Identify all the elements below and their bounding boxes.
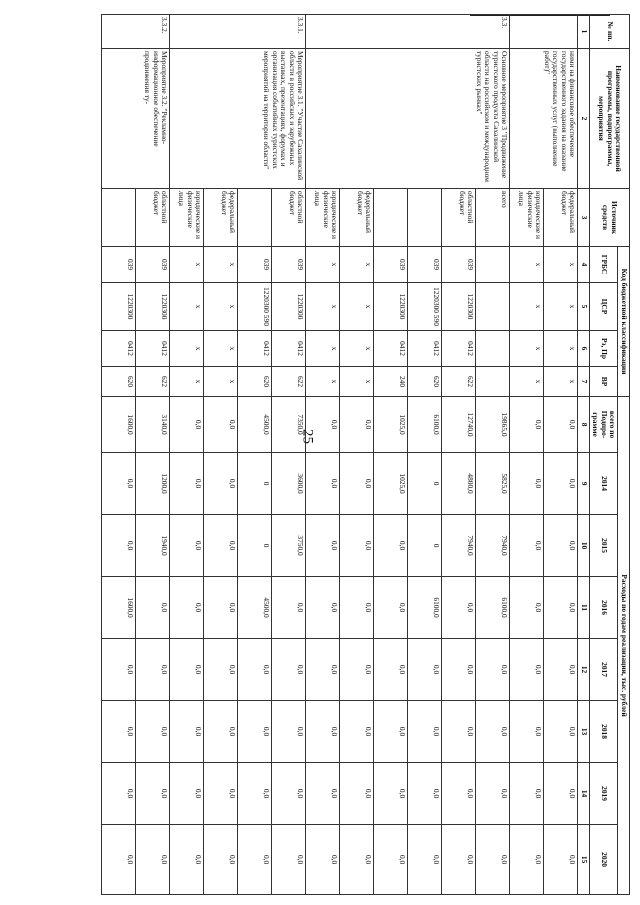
csr-cell: 1220300 590 — [238, 283, 272, 331]
vr-cell: х — [510, 367, 544, 397]
header-name: Наименование государственной программы, подпрограммы, мероприятия — [589, 49, 629, 189]
col-index: 13 — [578, 701, 590, 763]
year-cell: 0,0 — [306, 577, 340, 639]
year-cell: 0 — [238, 515, 272, 577]
csr-cell: 1220300 — [102, 283, 136, 331]
vr-cell: 622 — [272, 367, 306, 397]
total-cell: 12740,0 — [442, 397, 476, 453]
year-cell: 0,0 — [306, 515, 340, 577]
year-cell: 0,0 — [510, 701, 544, 763]
csr-cell: х — [170, 283, 204, 331]
total-cell: 0,0 — [544, 397, 578, 453]
source-cell: областной бюджет — [136, 189, 170, 247]
csr-cell: х — [204, 283, 238, 331]
grbs-cell: 039 — [238, 247, 272, 283]
year-cell: 0,0 — [340, 825, 374, 895]
source-cell: областной бюджет — [272, 189, 306, 247]
source-cell — [374, 189, 408, 247]
year-cell: 0,0 — [102, 453, 136, 515]
header-spend-group: Расходы по годам реализации, тыс. рублей — [618, 397, 630, 895]
row-name: Мероприятие 3.2. "Рекламно-информационное обеспечение продвижения ту- — [102, 49, 170, 189]
year-cell: 0,0 — [204, 639, 238, 701]
csr-cell: х — [340, 283, 374, 331]
vr-cell: 622 — [136, 367, 170, 397]
header-rz-pr: Рз, Пр — [589, 331, 618, 367]
total-cell: 0,0 — [204, 397, 238, 453]
year-cell: 0,0 — [170, 763, 204, 825]
source-cell — [102, 189, 136, 247]
year-cell: 0,0 — [102, 701, 136, 763]
column-index-row — [578, 15, 590, 895]
year-cell: 0,0 — [204, 763, 238, 825]
header-grbs: ГРБС — [589, 247, 618, 283]
vr-cell: х — [170, 367, 204, 397]
year-cell: 0,0 — [170, 701, 204, 763]
year-cell: 0,0 — [476, 639, 510, 701]
grbs-cell: х — [204, 247, 238, 283]
year-cell: 3750,0 — [272, 515, 306, 577]
year-cell: 1600,0 — [102, 577, 136, 639]
year-cell: 0,0 — [476, 701, 510, 763]
year-cell: 0,0 — [306, 639, 340, 701]
source-cell: федеральный бюджет — [544, 189, 578, 247]
table-row — [544, 15, 578, 895]
total-cell: 6100,0 — [408, 397, 442, 453]
header-vr: ВР — [589, 367, 618, 397]
grbs-cell: х — [306, 247, 340, 283]
col-index: 2 — [578, 49, 590, 189]
year-cell: 4800,0 — [442, 453, 476, 515]
source-cell: федеральный бюджет — [204, 189, 238, 247]
csr-cell: 1220300 590 — [408, 283, 442, 331]
row-number: 3.3. — [306, 15, 510, 49]
total-cell: 3140,0 — [136, 397, 170, 453]
col-index: 1 — [578, 15, 590, 49]
year-cell: 1025,0 — [374, 453, 408, 515]
year-cell: 0,0 — [204, 515, 238, 577]
header-year-2016: 2016 — [589, 577, 618, 639]
grbs-cell: 039 — [374, 247, 408, 283]
year-cell: 0,0 — [442, 825, 476, 895]
year-cell: 0,0 — [136, 825, 170, 895]
year-cell: 0,0 — [272, 577, 306, 639]
table-body — [102, 15, 590, 895]
rz-pr-cell: 0412 — [272, 331, 306, 367]
csr-cell: 1220300 — [272, 283, 306, 331]
total-cell: 0,0 — [306, 397, 340, 453]
year-cell: 0,0 — [340, 701, 374, 763]
header-year-2020: 2020 — [589, 825, 618, 895]
year-cell: 0,0 — [204, 701, 238, 763]
grbs-cell: 039 — [442, 247, 476, 283]
vr-cell: х — [306, 367, 340, 397]
header-source: Источник средств — [589, 189, 629, 247]
year-cell: 7940,0 — [476, 515, 510, 577]
year-cell: 0,0 — [544, 639, 578, 701]
year-cell: 0,0 — [340, 639, 374, 701]
rz-pr-cell: х — [340, 331, 374, 367]
year-cell: 0,0 — [272, 763, 306, 825]
header-total: всего по Подпро-грамме — [589, 397, 618, 453]
total-cell: 4500,0 — [238, 397, 272, 453]
csr-cell: 1220300 — [136, 283, 170, 331]
year-cell: 0,0 — [170, 639, 204, 701]
grbs-cell: 039 — [136, 247, 170, 283]
col-index: 15 — [578, 825, 590, 895]
source-cell — [238, 189, 272, 247]
year-cell: 0 — [408, 453, 442, 515]
csr-cell — [476, 283, 510, 331]
year-cell: 7940,0 — [442, 515, 476, 577]
year-cell: 6100,0 — [408, 577, 442, 639]
year-cell: 0,0 — [510, 453, 544, 515]
year-cell: 0,0 — [544, 825, 578, 895]
table-row — [476, 15, 510, 895]
year-cell: 0,0 — [102, 763, 136, 825]
year-cell: 1200,0 — [136, 453, 170, 515]
year-cell: 0,0 — [340, 515, 374, 577]
csr-cell: х — [510, 283, 544, 331]
year-cell: 0,0 — [408, 639, 442, 701]
row-number: 3.3.2. — [102, 15, 170, 49]
header-year-2015: 2015 — [589, 515, 618, 577]
year-cell: 0,0 — [442, 577, 476, 639]
col-index: 7 — [578, 367, 590, 397]
col-index: 12 — [578, 639, 590, 701]
vr-cell: х — [204, 367, 238, 397]
grbs-cell: х — [544, 247, 578, 283]
year-cell: 0,0 — [544, 701, 578, 763]
rz-pr-cell: 0412 — [374, 331, 408, 367]
year-cell: 0 — [408, 515, 442, 577]
total-cell: 0,0 — [340, 397, 374, 453]
year-cell: 0,0 — [408, 825, 442, 895]
year-cell: 0,0 — [238, 701, 272, 763]
rz-pr-cell: х — [170, 331, 204, 367]
source-cell — [408, 189, 442, 247]
total-cell: 0,0 — [510, 397, 544, 453]
year-cell: 0,0 — [544, 763, 578, 825]
rz-pr-cell: х — [510, 331, 544, 367]
col-index: 4 — [578, 247, 590, 283]
header-year-2017: 2017 — [589, 639, 618, 701]
year-cell: 0,0 — [340, 577, 374, 639]
table-row — [136, 15, 170, 895]
budget-table-frame — [120, 14, 630, 894]
year-cell: 0,0 — [374, 577, 408, 639]
total-cell: 0,0 — [170, 397, 204, 453]
csr-cell: х — [306, 283, 340, 331]
col-index: 14 — [578, 763, 590, 825]
rz-pr-cell — [476, 331, 510, 367]
table-header — [589, 15, 629, 895]
year-cell: 3600,0 — [272, 453, 306, 515]
col-index: 3 — [578, 189, 590, 247]
year-cell: 0,0 — [442, 639, 476, 701]
year-cell: 0,0 — [204, 825, 238, 895]
vr-cell: 620 — [102, 367, 136, 397]
rz-pr-cell: х — [204, 331, 238, 367]
year-cell: 0,0 — [204, 577, 238, 639]
rz-pr-cell: 0412 — [238, 331, 272, 367]
col-index: 10 — [578, 515, 590, 577]
budget-table — [101, 14, 630, 895]
header-csr: ЦСР — [589, 283, 618, 331]
year-cell: 0,0 — [238, 825, 272, 895]
csr-cell: 1220300 — [442, 283, 476, 331]
year-cell: 0,0 — [510, 639, 544, 701]
year-cell: 0,0 — [272, 701, 306, 763]
year-cell: 0,0 — [102, 825, 136, 895]
year-cell: 0,0 — [170, 825, 204, 895]
year-cell: 0,0 — [476, 825, 510, 895]
year-cell: 0,0 — [544, 453, 578, 515]
year-cell: 0,0 — [136, 577, 170, 639]
col-index: 9 — [578, 453, 590, 515]
csr-cell: 1220300 — [374, 283, 408, 331]
year-cell: 0,0 — [204, 453, 238, 515]
rz-pr-cell: 0412 — [136, 331, 170, 367]
total-cell: 19865,0 — [476, 397, 510, 453]
grbs-cell: х — [170, 247, 204, 283]
col-index: 8 — [578, 397, 590, 453]
grbs-cell: 039 — [408, 247, 442, 283]
year-cell: 0,0 — [544, 577, 578, 639]
year-cell: 0,0 — [476, 763, 510, 825]
year-cell: 0 — [238, 453, 272, 515]
year-cell: 0,0 — [306, 453, 340, 515]
col-index: 5 — [578, 283, 590, 331]
header-year-2014: 2014 — [589, 453, 618, 515]
rz-pr-cell: 0412 — [102, 331, 136, 367]
row-name: Основное мероприятие 3 "Продвижение туристского продукта Сахалинской области на российском и международном туристских рынках" — [306, 49, 510, 189]
year-cell: 0,0 — [136, 763, 170, 825]
vr-cell: 240 — [374, 367, 408, 397]
vr-cell: 620 — [238, 367, 272, 397]
rz-pr-cell: 0412 — [442, 331, 476, 367]
grbs-cell: х — [340, 247, 374, 283]
year-cell: 0,0 — [272, 825, 306, 895]
header-year-2019: 2019 — [589, 763, 618, 825]
year-cell: 0,0 — [340, 763, 374, 825]
grbs-cell: 039 — [102, 247, 136, 283]
year-cell: 0,0 — [408, 763, 442, 825]
year-cell: 0,0 — [306, 763, 340, 825]
csr-cell: х — [544, 283, 578, 331]
source-cell: юридические и физические лица — [306, 189, 340, 247]
vr-cell: х — [544, 367, 578, 397]
year-cell: 0,0 — [170, 453, 204, 515]
year-cell: 0,0 — [510, 763, 544, 825]
year-cell: 0,0 — [374, 763, 408, 825]
year-cell: 0,0 — [442, 701, 476, 763]
source-cell: юридические и физические лица — [170, 189, 204, 247]
total-cell: 1025,0 — [374, 397, 408, 453]
year-cell: 6100,0 — [476, 577, 510, 639]
year-cell: 0,0 — [544, 515, 578, 577]
page-number: 25 — [299, 429, 316, 444]
vr-cell: 620 — [408, 367, 442, 397]
year-cell: 0,0 — [170, 515, 204, 577]
year-cell: 0,0 — [408, 701, 442, 763]
year-cell: 0,0 — [238, 639, 272, 701]
year-cell: 0,0 — [306, 701, 340, 763]
table-row — [272, 15, 306, 895]
year-cell: 0,0 — [102, 515, 136, 577]
year-cell: 0,0 — [170, 577, 204, 639]
row-number — [510, 15, 578, 49]
vr-cell: 622 — [442, 367, 476, 397]
year-cell: 0,0 — [510, 515, 544, 577]
row-name: Мероприятие 3.1. "Участие Сахалинской области в российских и зарубежных выставках, презентациях, форумах и организация событийных туристских мероприятий на территории области" — [170, 49, 306, 189]
year-cell: 0,0 — [306, 825, 340, 895]
year-cell: 0,0 — [136, 639, 170, 701]
source-cell: юридические и физические лица — [510, 189, 544, 247]
source-cell: всего — [476, 189, 510, 247]
year-cell: 0,0 — [442, 763, 476, 825]
rz-pr-cell: х — [544, 331, 578, 367]
year-cell: 4500,0 — [238, 577, 272, 639]
year-cell: 0,0 — [510, 825, 544, 895]
vr-cell: х — [340, 367, 374, 397]
vr-cell — [476, 367, 510, 397]
col-index: 11 — [578, 577, 590, 639]
row-name: ними на финансовое обеспечение государственного задания на оказание государственных услуг (выполнение работ)" — [510, 49, 578, 189]
year-cell: 0,0 — [374, 639, 408, 701]
grbs-cell: 039 — [272, 247, 306, 283]
year-cell: 1940,0 — [136, 515, 170, 577]
header-year-2018: 2018 — [589, 701, 618, 763]
year-cell: 0,0 — [510, 577, 544, 639]
year-cell: 0,0 — [102, 639, 136, 701]
grbs-cell — [476, 247, 510, 283]
year-cell: 0,0 — [374, 515, 408, 577]
year-cell: 0,0 — [374, 701, 408, 763]
source-cell: федеральный бюджет — [340, 189, 374, 247]
rz-pr-cell: 0412 — [408, 331, 442, 367]
source-cell: областной бюджет — [442, 189, 476, 247]
year-cell: 0,0 — [238, 763, 272, 825]
year-cell: 5825,0 — [476, 453, 510, 515]
row-number: 3.3.1. — [170, 15, 306, 49]
total-cell: 7350,0 — [272, 397, 306, 453]
grbs-cell: х — [510, 247, 544, 283]
year-cell: 0,0 — [272, 639, 306, 701]
total-cell: 1600,0 — [102, 397, 136, 453]
header-kbk-group: Код бюджетной классификации — [618, 247, 630, 397]
year-cell: 0,0 — [340, 453, 374, 515]
year-cell: 0,0 — [136, 701, 170, 763]
header-num: № пп. — [589, 15, 629, 49]
rz-pr-cell: х — [306, 331, 340, 367]
col-index: 6 — [578, 331, 590, 367]
year-cell: 0,0 — [374, 825, 408, 895]
